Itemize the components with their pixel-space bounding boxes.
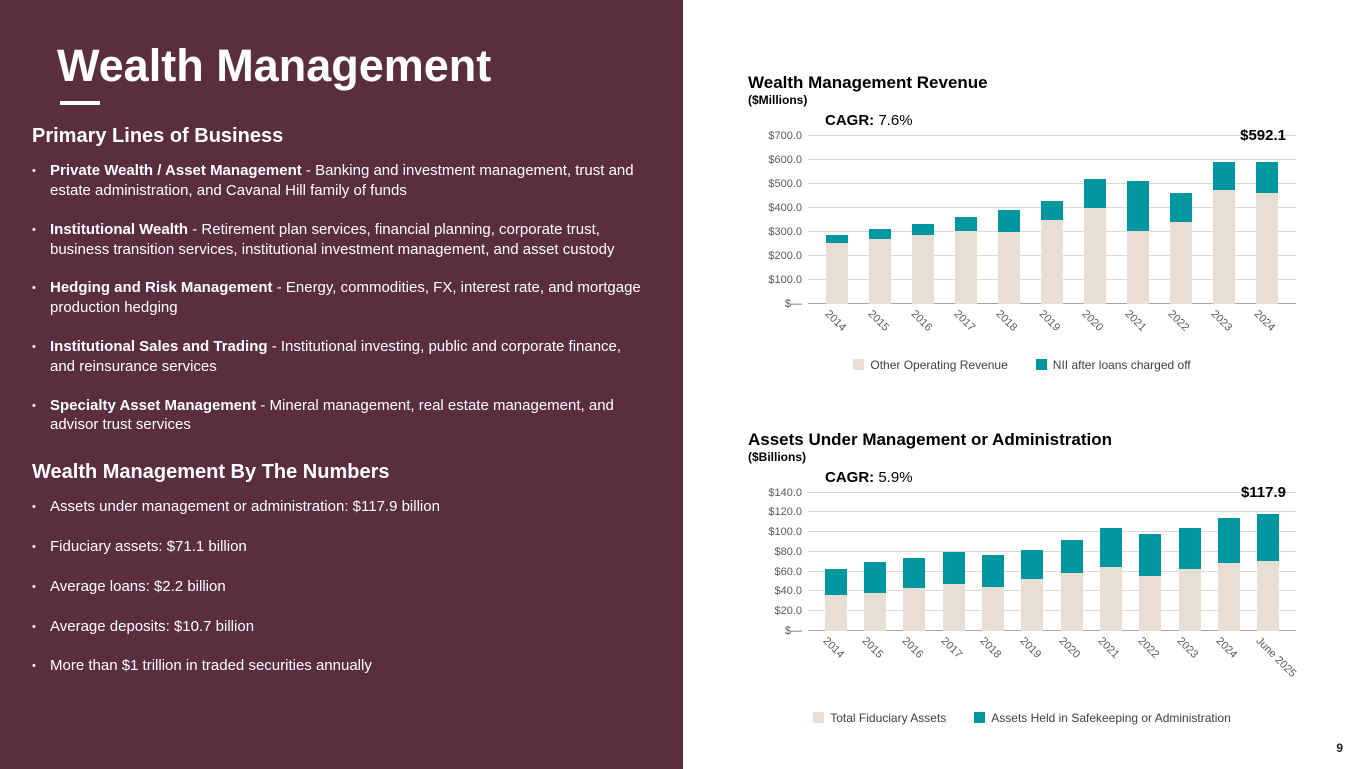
bullet-icon: • bbox=[32, 580, 36, 593]
bar-segment bbox=[864, 562, 886, 594]
max-value-label: $117.9 bbox=[1240, 483, 1286, 501]
numbers-list bbox=[32, 497, 649, 676]
plot-area bbox=[808, 493, 1296, 631]
y-tick-label: $60.0 bbox=[774, 565, 802, 578]
x-tick bbox=[1251, 304, 1278, 352]
list-item bbox=[32, 337, 649, 377]
list-item bbox=[32, 617, 649, 637]
x-tick bbox=[859, 631, 886, 705]
x-tick bbox=[1017, 631, 1044, 705]
bar-2019 bbox=[1021, 550, 1043, 631]
x-tick bbox=[1208, 304, 1235, 352]
y-tick-label: $300.0 bbox=[768, 225, 802, 238]
x-tick-label: 2020 bbox=[1079, 307, 1106, 334]
bar-2015 bbox=[869, 229, 891, 303]
aum-chart bbox=[748, 431, 1296, 725]
x-tick-label: 2023 bbox=[1208, 307, 1235, 334]
x-tick-label: 2017 bbox=[951, 307, 977, 334]
bar-segment bbox=[1139, 534, 1161, 575]
bar-2023 bbox=[1213, 162, 1235, 304]
bar-segment bbox=[1218, 518, 1240, 562]
bar-segment bbox=[903, 588, 925, 630]
bar-segment bbox=[1041, 201, 1063, 220]
x-tick bbox=[899, 631, 926, 705]
list-item bbox=[32, 161, 649, 201]
list-item bbox=[32, 537, 649, 557]
bar-segment bbox=[826, 235, 848, 243]
bar-segment bbox=[955, 217, 977, 231]
x-tick-label: 2022 bbox=[1165, 307, 1192, 334]
bar-segment bbox=[1061, 540, 1083, 573]
bar-segment bbox=[1179, 569, 1201, 631]
legend-swatch-icon bbox=[853, 359, 864, 370]
x-tick-label: 2019 bbox=[1036, 307, 1063, 334]
y-tick-label: $100.0 bbox=[768, 273, 802, 286]
list-item-term: Specialty Asset Management bbox=[50, 396, 257, 414]
cagr-label: CAGR: bbox=[825, 468, 875, 486]
list-item bbox=[32, 278, 649, 318]
chart-legend bbox=[748, 711, 1296, 725]
list-item-term: Private Wealth / Asset Management bbox=[50, 162, 302, 180]
bar-segment bbox=[903, 558, 925, 589]
gridline bbox=[808, 159, 1296, 160]
y-tick-label: $600.0 bbox=[768, 153, 802, 166]
bar-segment bbox=[825, 569, 847, 596]
x-tick bbox=[908, 304, 934, 352]
page-number: 9 bbox=[1336, 741, 1343, 755]
x-tick-label: 2023 bbox=[1174, 634, 1201, 661]
list-item-desc: - Mineral management, real estate management, and advisor trust services bbox=[50, 396, 614, 434]
bullet-icon: • bbox=[32, 223, 36, 236]
x-tick-label: 2024 bbox=[1251, 307, 1278, 334]
bullet-icon: • bbox=[32, 541, 36, 554]
plot-area-wrap bbox=[748, 126, 1296, 310]
cagr-value: 7.6% bbox=[878, 111, 913, 129]
legend-label: Assets Held in Safekeeping or Administration bbox=[991, 710, 1231, 725]
cagr-annotation bbox=[825, 112, 1296, 129]
bar-segment bbox=[998, 232, 1020, 304]
bar-2018 bbox=[998, 210, 1020, 304]
chart-title: Assets Under Management or Administration bbox=[748, 430, 1112, 449]
bullet-icon: • bbox=[32, 282, 36, 295]
cagr-label: CAGR: bbox=[825, 111, 875, 129]
x-tick bbox=[865, 304, 892, 352]
legend-item bbox=[813, 711, 946, 725]
x-tick bbox=[1095, 631, 1122, 705]
bar-segment bbox=[943, 552, 965, 585]
legend-label: NII after loans charged off bbox=[1052, 357, 1191, 372]
bar-segment bbox=[1179, 528, 1201, 568]
list-item-desc: - Energy, commodities, FX, interest rate, and mortgage production hedging bbox=[50, 279, 641, 317]
bar-segment bbox=[1213, 162, 1235, 191]
bullet-icon: • bbox=[32, 341, 36, 354]
bar-segment bbox=[1139, 576, 1161, 631]
legend-item bbox=[1036, 358, 1191, 372]
section-heading-lines-of-business: Primary Lines of Business bbox=[32, 125, 284, 148]
bar-segment bbox=[1257, 561, 1279, 631]
bar-segment bbox=[1170, 222, 1192, 304]
x-tick-label: 2020 bbox=[1056, 634, 1083, 661]
list-item-text: Assets under management or administration: $117.9 billion bbox=[50, 498, 440, 516]
list-item bbox=[32, 220, 649, 260]
bar-segment bbox=[998, 210, 1020, 232]
bar-2016 bbox=[912, 224, 934, 304]
x-tick bbox=[1056, 631, 1083, 705]
section-heading-by-the-numbers: Wealth Management By The Numbers bbox=[32, 461, 390, 484]
bar-segment bbox=[982, 555, 1004, 588]
chart-title: Wealth Management Revenue bbox=[748, 73, 988, 92]
y-tick-label: $400.0 bbox=[768, 201, 802, 214]
bar-segment bbox=[1084, 208, 1106, 304]
list-item-text bbox=[50, 337, 649, 377]
bar-segment bbox=[869, 239, 891, 303]
legend-swatch-icon bbox=[813, 712, 824, 723]
bar-2015 bbox=[864, 562, 886, 631]
y-tick-label: $140.0 bbox=[768, 486, 802, 499]
list-item bbox=[32, 577, 649, 597]
legend-swatch-icon bbox=[974, 712, 985, 723]
x-tick bbox=[951, 304, 977, 352]
chart-subtitle: ($Millions) bbox=[748, 92, 808, 107]
bar-segment bbox=[912, 224, 934, 235]
gridline bbox=[808, 511, 1296, 512]
x-tick-label: 2015 bbox=[865, 307, 892, 334]
x-tick-label: 2014 bbox=[822, 307, 849, 334]
x-tick bbox=[977, 631, 1004, 705]
bar-2014 bbox=[826, 235, 848, 303]
list-item-text bbox=[50, 161, 649, 201]
bar-2016 bbox=[903, 558, 925, 631]
bar-segment bbox=[912, 235, 934, 303]
x-tick bbox=[1135, 631, 1161, 705]
legend-label: Total Fiduciary Assets bbox=[830, 710, 947, 725]
gridline bbox=[808, 135, 1296, 136]
y-tick-label: $40.0 bbox=[774, 585, 802, 598]
x-tick bbox=[1122, 304, 1149, 352]
bar-segment bbox=[1256, 162, 1278, 193]
bar-segment bbox=[1127, 231, 1149, 304]
bar-segment bbox=[1100, 567, 1122, 631]
list-item bbox=[32, 396, 649, 436]
bar-segment bbox=[943, 584, 965, 630]
bar-segment bbox=[955, 231, 977, 303]
bullet-icon: • bbox=[32, 660, 36, 673]
bar-segment bbox=[1021, 579, 1043, 630]
y-tick-label: $100.0 bbox=[768, 526, 802, 539]
bar-segment bbox=[1257, 514, 1279, 560]
x-tick bbox=[993, 304, 1020, 352]
bar-2024 bbox=[1256, 162, 1278, 304]
x-tick-label: 2016 bbox=[908, 307, 934, 334]
plot-area-wrap bbox=[748, 483, 1296, 637]
bar-2021 bbox=[1100, 528, 1122, 631]
bar-june-2025 bbox=[1257, 514, 1279, 630]
bar-segment bbox=[1170, 193, 1192, 222]
x-axis-labels bbox=[808, 304, 1296, 352]
bar-segment bbox=[1218, 563, 1240, 631]
y-tick-label: $700.0 bbox=[768, 129, 802, 142]
x-axis-labels bbox=[808, 631, 1296, 705]
x-tick bbox=[1165, 304, 1192, 352]
bar-segment bbox=[864, 593, 886, 630]
bullet-icon: • bbox=[32, 501, 36, 514]
y-tick-label: $— bbox=[784, 297, 802, 310]
bar-segment bbox=[1084, 179, 1106, 208]
cagr-value: 5.9% bbox=[878, 468, 913, 486]
bullet-icon: • bbox=[32, 165, 36, 178]
max-value-label: $592.1 bbox=[1240, 126, 1286, 144]
legend-swatch-icon bbox=[1036, 359, 1047, 370]
list-item-term: Institutional Sales and Trading bbox=[50, 338, 268, 356]
bar-segment bbox=[1213, 190, 1235, 303]
legend-item bbox=[974, 711, 1230, 725]
list-item-desc: - Institutional investing, public and corporate finance, and reinsurance services bbox=[50, 338, 622, 375]
cagr-annotation bbox=[825, 469, 1296, 486]
list-item-desc: - Banking and investment management, trust and estate administration, and Cavanal Hill family of funds bbox=[50, 162, 634, 200]
list-item-text: Average loans: $2.2 billion bbox=[50, 577, 226, 595]
list-item-text bbox=[50, 396, 649, 436]
x-tick-label: 2014 bbox=[820, 634, 847, 661]
bar-2022 bbox=[1139, 534, 1161, 631]
page-title: Wealth Management bbox=[57, 40, 492, 91]
plot-area bbox=[808, 136, 1296, 304]
bullet-icon: • bbox=[32, 620, 36, 633]
x-tick-label: 2019 bbox=[1017, 634, 1044, 661]
x-tick bbox=[1253, 631, 1298, 705]
y-axis-labels bbox=[748, 486, 808, 637]
bar-2018 bbox=[982, 555, 1004, 631]
bar-2020 bbox=[1084, 179, 1106, 304]
y-tick-label: $80.0 bbox=[774, 545, 802, 558]
y-axis-labels bbox=[748, 129, 808, 310]
x-tick-label: 2018 bbox=[977, 634, 1004, 661]
y-tick-label: $120.0 bbox=[768, 506, 802, 519]
bar-segment bbox=[1041, 220, 1063, 304]
x-tick bbox=[1036, 304, 1063, 352]
list-item-term: Institutional Wealth bbox=[50, 220, 189, 238]
list-item-text: Fiduciary assets: $71.1 billion bbox=[50, 538, 247, 556]
x-tick-label: June 2025 bbox=[1253, 634, 1298, 680]
bar-segment bbox=[982, 587, 1004, 630]
bar-2020 bbox=[1061, 540, 1083, 631]
business-list bbox=[32, 161, 649, 435]
title-underline bbox=[60, 101, 100, 105]
x-tick bbox=[1079, 304, 1106, 352]
list-item-desc: - Retirement plan services, financial planning, corporate trust, business transition services, institutional investment management, and asset custody bbox=[50, 220, 615, 258]
y-tick-label: $20.0 bbox=[774, 604, 802, 617]
bar-2014 bbox=[825, 569, 847, 631]
bar-segment bbox=[1100, 528, 1122, 566]
bar-2019 bbox=[1041, 201, 1063, 304]
chart-subtitle: ($Billions) bbox=[748, 449, 807, 464]
bar-2021 bbox=[1127, 181, 1149, 304]
y-tick-label: $— bbox=[784, 624, 802, 637]
bar-segment bbox=[1127, 181, 1149, 231]
list-item-text: Average deposits: $10.7 billion bbox=[50, 617, 255, 635]
x-tick bbox=[822, 304, 849, 352]
x-tick-label: 2016 bbox=[899, 634, 926, 661]
list-item-text: More than $1 trillion in traded securities annually bbox=[50, 657, 372, 675]
x-tick bbox=[938, 631, 965, 705]
x-tick bbox=[1213, 631, 1240, 705]
x-tick-label: 2021 bbox=[1122, 307, 1149, 334]
bullet-icon: • bbox=[32, 399, 36, 412]
gridline bbox=[808, 492, 1296, 493]
bar-2017 bbox=[943, 552, 965, 631]
x-tick-label: 2022 bbox=[1135, 634, 1161, 661]
bar-segment bbox=[869, 229, 891, 239]
legend-label: Other Operating Revenue bbox=[870, 357, 1008, 372]
bar-segment bbox=[1061, 573, 1083, 631]
bar-2022 bbox=[1170, 193, 1192, 304]
bar-segment bbox=[826, 243, 848, 303]
bar-2017 bbox=[955, 217, 977, 304]
bar-segment bbox=[825, 595, 847, 630]
list-item-text bbox=[50, 278, 649, 318]
legend-item bbox=[853, 358, 1007, 372]
x-tick-label: 2024 bbox=[1213, 634, 1240, 661]
x-tick bbox=[1174, 631, 1201, 705]
x-tick-label: 2018 bbox=[993, 307, 1020, 334]
bar-2024 bbox=[1218, 518, 1240, 630]
chart-legend bbox=[748, 358, 1296, 372]
x-tick bbox=[820, 631, 847, 705]
list-item bbox=[32, 656, 649, 676]
x-tick-label: 2017 bbox=[938, 634, 965, 661]
x-tick-label: 2021 bbox=[1095, 634, 1122, 661]
bar-segment bbox=[1021, 550, 1043, 580]
list-item-text bbox=[50, 220, 649, 260]
list-item-term: Hedging and Risk Management bbox=[50, 279, 273, 297]
bar-segment bbox=[1256, 193, 1278, 304]
revenue-chart bbox=[748, 74, 1296, 372]
y-tick-label: $200.0 bbox=[768, 249, 802, 262]
y-tick-label: $500.0 bbox=[768, 177, 802, 190]
bar-2023 bbox=[1179, 528, 1201, 631]
x-tick-label: 2015 bbox=[859, 634, 886, 661]
list-item bbox=[32, 497, 649, 517]
